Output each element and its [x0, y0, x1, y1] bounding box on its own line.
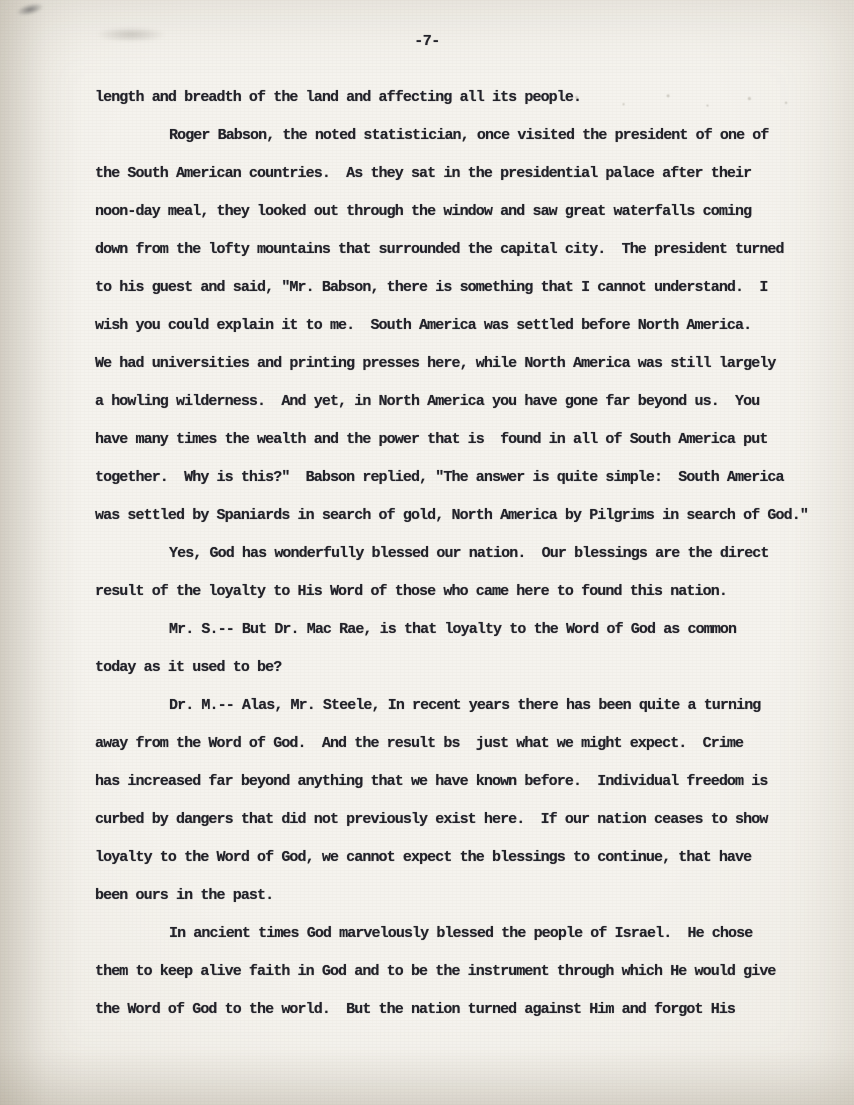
- text-line: curbed by dangers that did not previously exist here. If our nation ceases to show: [95, 811, 768, 828]
- text-line: a howling wilderness. And yet, in North America you have gone far beyond us. You: [95, 393, 760, 410]
- text-line: We had universities and printing presses here, while North America was still largely: [95, 355, 776, 372]
- text-line: was settled by Spaniards in search of gold, North America by Pilgrims in search of God.": [95, 507, 808, 524]
- document-body: [95, 79, 815, 1029]
- text-line: loyalty to the Word of God, we cannot expect the blessings to continue, that have: [95, 849, 752, 866]
- text-line: have many times the wealth and the power that is found in all of South America put: [95, 431, 768, 448]
- text-line: today as it used to be?: [95, 659, 282, 676]
- text-line: the Word of God to the world. But the nation turned against Him and forgot His: [95, 1001, 736, 1018]
- text-line: Yes, God has wonderfully blessed our nation. Our blessings are the direct: [169, 545, 769, 562]
- text-line: In ancient times God marvelously blessed the people of Israel. He chose: [169, 925, 753, 942]
- text-line: has increased far beyond anything that we have known before. Individual freedom is: [95, 773, 768, 790]
- text-line: result of the loyalty to His Word of those who came here to found this nation.: [95, 583, 727, 600]
- scan-artifact-bottom-edge: [0, 1050, 854, 1105]
- text-line: wish you could explain it to me. South America was settled before North America.: [95, 317, 752, 334]
- text-line: to his guest and said, "Mr. Babson, there is something that I cannot understand. I: [95, 279, 768, 296]
- page-number: -7-: [414, 33, 440, 50]
- text-line: been ours in the past.: [95, 887, 274, 904]
- scan-artifact-left-edge: [0, 0, 84, 1105]
- text-line: Mr. S.-- But Dr. Mac Rae, is that loyalty to the Word of God as common: [169, 621, 737, 638]
- text-line: noon-day meal, they looked out through the window and saw great waterfalls coming: [95, 203, 752, 220]
- text-line: the South American countries. As they sat in the presidential palace after their: [95, 165, 752, 182]
- text-line: together. Why is this?" Babson replied, "The answer is quite simple: South America: [95, 469, 784, 486]
- text-line: Dr. M.-- Alas, Mr. Steele, In recent years there has been quite a turning: [169, 697, 761, 714]
- text-line: away from the Word of God. And the result bs just what we might expect. Crime: [95, 735, 744, 752]
- text-line: them to keep alive faith in God and to be the instrument through which He would give: [95, 963, 776, 980]
- text-line: down from the lofty mountains that surrounded the capital city. The president turned: [95, 241, 784, 258]
- text-line: length and breadth of the land and affecting all its people.: [95, 89, 582, 106]
- scan-artifact-corner-mark: [15, 1, 45, 18]
- text-line: Roger Babson, the noted statistician, once visited the president of one of: [169, 127, 769, 144]
